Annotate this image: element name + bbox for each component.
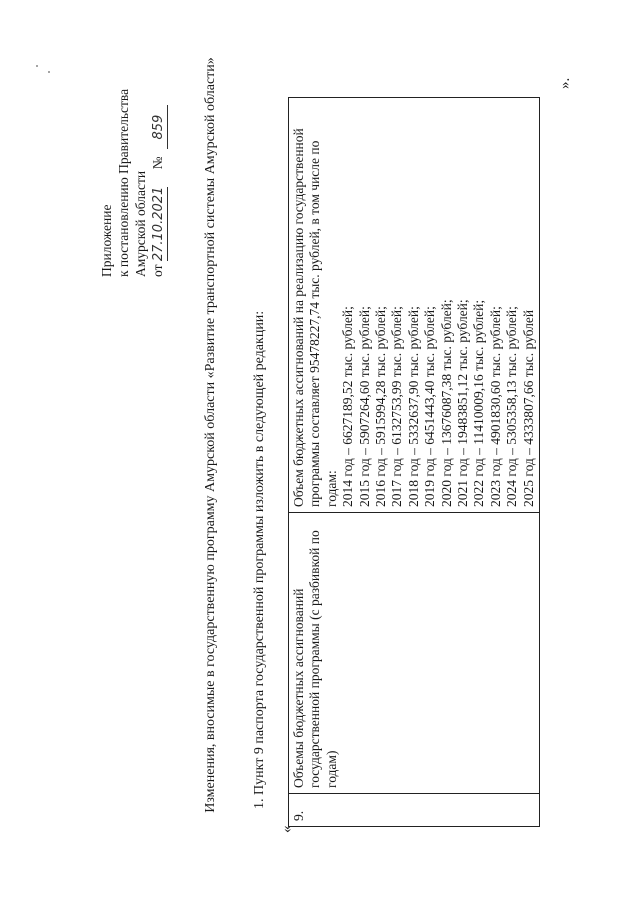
document-title: Изменения, вносимые в государственную программу Амурской области «Развитие транспортной системы Амурской области» — [203, 57, 218, 813]
handwritten-number: 859 — [150, 105, 168, 149]
year-funding-line: 2016 год – 5915994,28 тыс. рублей; — [373, 306, 389, 507]
handwritten-date: 27.10.2021 — [151, 186, 166, 262]
funding-summary: Объем бюджетных ассигнований на реализацию государственной программы составляет 95478227,74 тыс. рублей, в том числе по годам: — [291, 128, 339, 507]
closing-quote: ». — [557, 77, 573, 89]
passport-table — [288, 97, 540, 827]
appendix-resolution: к постановлению Правительства — [116, 88, 131, 277]
intro-paragraph: 1. Пункт 9 паспорта государственной программы изложить в следующей редакции: — [252, 310, 267, 809]
appendix-region: Амурской области — [133, 170, 148, 277]
year-funding-line: 2022 год – 11410009,16 тыс. рублей; — [471, 299, 487, 507]
number-sign: № — [150, 156, 165, 170]
year-funding-line: 2019 год – 6451443,40 тыс. рублей; — [422, 306, 438, 507]
opening-quote: « — [279, 825, 295, 833]
row-name: Объемы бюджетных ассигнований государственной программы (с разбивкой по годам) — [289, 513, 540, 794]
appendix-date-line — [149, 7, 166, 277]
year-funding-line: 2020 год – 13676087,38 тыс. рублей; — [438, 299, 454, 507]
scan-speck — [48, 71, 50, 73]
appendix-header — [98, 7, 166, 277]
year-funding-line: 2017 год – 6132753,99 тыс. рублей; — [389, 306, 405, 507]
year-funding-line: 2025 год – 4333807,66 тыс. рублей — [520, 309, 536, 507]
scan-speck — [36, 65, 38, 67]
year-funding-line: 2018 год – 5332637,90 тыс. рублей; — [405, 306, 421, 507]
appendix-title: Приложение — [99, 204, 114, 277]
date-prefix: от — [150, 264, 165, 277]
row-content — [289, 98, 540, 513]
year-funding-line: 2014 год – 6627189,52 тыс. рублей; — [340, 306, 356, 507]
year-funding-line: 2021 год – 19483851,12 тыс. рублей; — [455, 299, 471, 507]
table-row — [289, 98, 540, 827]
year-funding-line: 2015 год – 5907264,60 тыс. рублей; — [356, 306, 372, 507]
year-funding-line: 2024 год – 5305358,13 тыс. рублей; — [504, 306, 520, 507]
row-number: 9. — [289, 794, 540, 827]
year-funding-line: 2023 год – 4901830,60 тыс. рублей; — [487, 306, 503, 507]
